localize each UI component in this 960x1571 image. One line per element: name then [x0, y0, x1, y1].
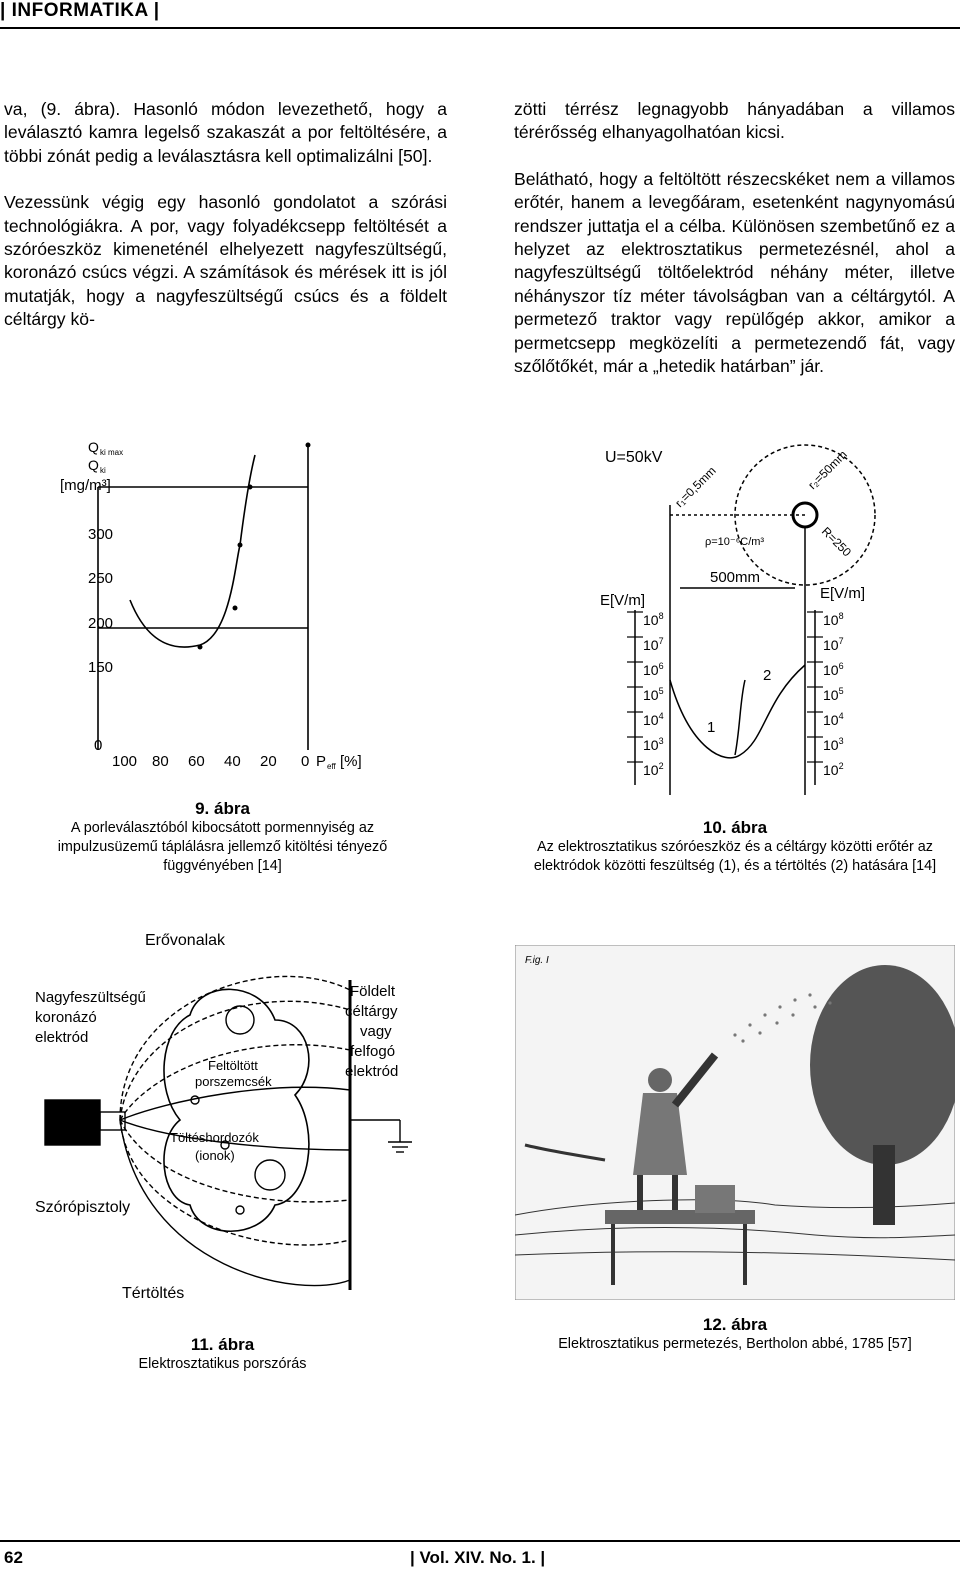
fig9-x-label: P [316, 753, 327, 770]
fig11-space-charge: Tértöltés [122, 1285, 185, 1302]
fig9-ytick-0: 0 [94, 737, 103, 754]
fig9-xtick-100: 100 [112, 753, 138, 770]
journal-header: | INFORMATIKA | [0, 0, 160, 21]
fig11-carriers-1: Töltéshordozók [170, 1130, 259, 1145]
fig10-left-tick-3: $10^3$ [643, 736, 664, 753]
fig9-xtick-20: 20 [260, 753, 277, 770]
fig11-corona-1: Nagyfeszültségű [35, 989, 146, 1006]
fig11-target-1: Földelt [350, 983, 396, 1000]
figure-9 [50, 435, 380, 775]
fig11-target-4: felfogó [350, 1043, 396, 1060]
fig10-right-tick-8: $10^8$ [823, 611, 844, 628]
fig11-target-2: céltárgy [345, 1003, 398, 1020]
fig10-curve2-label: 2 [763, 667, 772, 684]
fig11-charged-2: porszemcsék [195, 1074, 272, 1089]
figure-9-caption-text: A porleválasztóból kibocsátott pormennyiség az impulzusüzemű táplálásra jellemző kitöltési tényező függvényében [14] [57, 820, 388, 874]
fig11-gun: Szórópisztoly [35, 1199, 131, 1216]
fig10-left-tick-5: $10^5$ [643, 686, 664, 703]
figure-9-caption [30, 799, 415, 876]
fig10-r1: r₁=0,5mm [672, 463, 719, 511]
fig9-y-unit: [mg/m³] [60, 477, 111, 494]
fig10-right-tick-6: $10^6$ [823, 661, 844, 678]
fig10-distance: 500mm [710, 569, 761, 586]
fig9-qki-sub: ki [100, 466, 106, 475]
figure-11 [20, 920, 440, 1320]
figure-11-diagram [20, 920, 440, 1320]
fig11-target-5: elektród [345, 1063, 399, 1080]
right-paragraph-2: Belátható, hogy a feltöltött részecskéket nem a villamos erőtér, hanem a levegőáram, esetenként nagynyomású rendszer juttatja el a célba. Különösen szembetűnő ez a helyzet az elektrosztatikus permetezésnél, ahol a nagyfeszültségű töltőelektród néhány méter, illetve néhányszor tíz méter távolságban van a céltárgytól. A permetező traktor vagy repülőgép akkor, amikor a permetcsepp megközelíti a permetezendő fát, vagy szőlőtőkét, már a „hetedik határban” jár. [514, 168, 955, 377]
fig10-right-tick-7: $10^7$ [823, 636, 844, 653]
fig11-target-3: vagy [360, 1023, 392, 1040]
figure-11-caption-text: Elektrosztatikus porszórás [138, 1356, 307, 1372]
figure-12-caption [515, 1315, 955, 1354]
fig10-voltage: U=50kV [605, 449, 663, 466]
fig9-qki-label: Q [88, 457, 99, 473]
volume-info: | Vol. XIV. No. 1. | [410, 1548, 546, 1567]
figure-12 [515, 945, 955, 1300]
fig10-curve1-label: 1 [707, 719, 716, 736]
fig9-x-unit: [%] [340, 753, 362, 770]
fig11-carriers-2: (ionok) [195, 1148, 235, 1163]
fig12-engraving-label: F.ig. I [525, 955, 549, 966]
fig9-ytick-200: 200 [88, 615, 114, 632]
figure-12-engraving [515, 945, 955, 1300]
figure-10-plot [595, 440, 920, 800]
fig10-right-tick-2: $10^2$ [823, 761, 844, 778]
fig9-xtick-0: 0 [301, 753, 310, 770]
fig10-right-tick-5: $10^5$ [823, 686, 844, 703]
fig10-right-tick-4: $10^4$ [823, 711, 844, 728]
figure-11-number: 11. ábra [190, 1335, 255, 1354]
fig9-xtick-80: 80 [152, 753, 169, 770]
right-text-column [514, 98, 955, 401]
page-number: 62 [4, 1548, 23, 1567]
fig10-left-tick-4: $10^4$ [643, 711, 664, 728]
fig9-ytick-150: 150 [88, 659, 114, 676]
left-paragraph-1: va, (9. ábra). Hasonló módon levezethető, hogy a leválasztó kamra legelső szakaszát a por feltöltésére, a többi zónát pedig a leválasztásra kell optimalizálni [50]. [4, 99, 447, 166]
fig10-rho: ρ=10⁻⁶C/m³ [705, 536, 765, 548]
fig9-ytick-300: 300 [88, 526, 114, 543]
fig9-x-sub: eff [327, 762, 336, 771]
figure-10-number: 10. ábra [702, 818, 768, 837]
left-text-column [4, 98, 447, 355]
header-divider [0, 27, 960, 29]
fig10-left-tick-6: $10^6$ [643, 661, 664, 678]
fig11-corona-2: koronázó [35, 1009, 97, 1026]
figure-12-number: 12. ábra [702, 1315, 768, 1334]
figure-10-caption [515, 818, 955, 876]
figure-10 [595, 440, 920, 800]
figure-11-caption [90, 1335, 355, 1374]
fig11-charged-1: Feltöltött [208, 1058, 258, 1073]
fig10-e-axis-left: E[V/m] [600, 592, 646, 609]
fig10-left-tick-2: $10^2$ [643, 761, 664, 778]
figure-9-number: 9. ábra [195, 799, 250, 818]
footer-divider [0, 1540, 960, 1542]
fig9-qkimax-label: Q [88, 439, 99, 455]
fig10-r2: r₂=50mm [805, 447, 850, 493]
right-paragraph-1: zötti térrész legnagyobb hányadában a villamos térérősség elhanyagolhatóan kicsi. [514, 99, 955, 143]
figure-9-plot [50, 435, 380, 775]
fig11-corona-3: elektród [35, 1029, 89, 1046]
figure-12-caption-text: Elektrosztatikus permetezés, Bertholon abbé, 1785 [57] [558, 1336, 912, 1352]
fig9-qkimax-sub: ki max [100, 448, 124, 457]
left-paragraph-2: Vezessünk végig egy hasonló gondolatot a szórási technológiákra. A por, vagy folyadékcsepp feltöltését a szóróeszköz kimeneténél elhelyezett nagyfeszültségű, koronázó csúcs végzi. A számítások és mérések itt is jól mutatják, hogy a nagyfeszültségű csúcs és a földelt céltárgy kö- [4, 192, 447, 330]
fig10-right-tick-3: $10^3$ [823, 736, 844, 753]
fig9-xtick-40: 40 [224, 753, 241, 770]
fig10-e-axis-right: E[V/m] [820, 585, 866, 602]
fig11-field-lines: Erővonalak [145, 932, 226, 949]
fig9-xtick-60: 60 [188, 753, 205, 770]
fig9-ytick-250: 250 [88, 570, 114, 587]
fig10-R: R=250 [818, 524, 855, 560]
figure-10-caption-text: Az elektrosztatikus szóróeszköz és a céltárgy közötti erőtér az elektródok közötti feszültség (1), és a tértöltés (2) hatására [14] [533, 839, 937, 874]
fig10-left-tick-7: $10^7$ [643, 636, 664, 653]
fig10-left-tick-8: $10^8$ [643, 611, 664, 628]
